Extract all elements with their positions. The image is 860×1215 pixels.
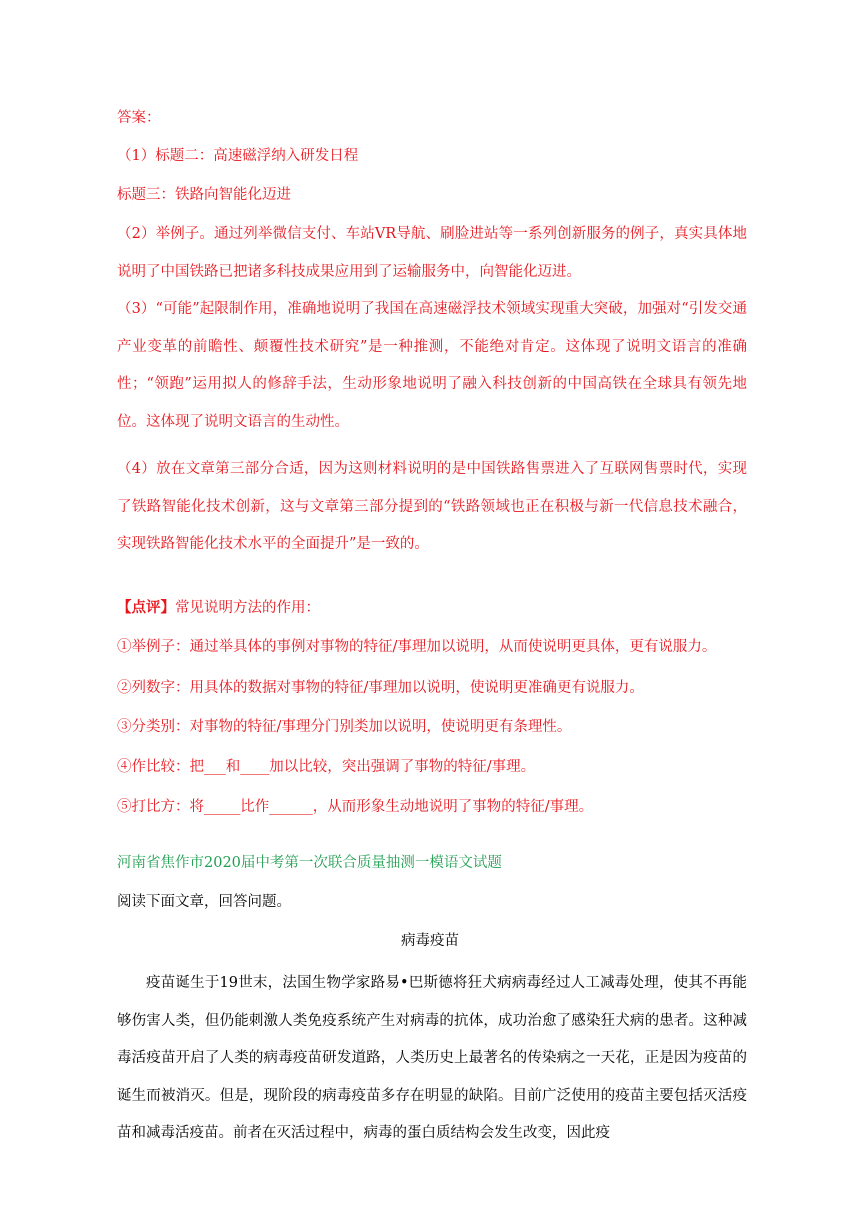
comment-intro: 常见说明方法的作用： <box>175 600 320 616</box>
comment-item-4: ④作比较：把___和____加以比较，突出强调了事物的特征/事理。 <box>117 759 536 775</box>
answer-heading: 答案： <box>117 110 161 126</box>
instruction-line: 阅读下面文章，回答问题。 <box>117 894 291 910</box>
answer-q3: （3）“可能”起限制作用，准确地说明了我国在高速磁浮技术领域实现重大突破，加强对“引发交通产业变革的前瞻性、颠覆性技术研究”是一种推测，不能绝对肯定。这体现了说明文语言的准确性；“领跑”运用拟人的修辞手法，生动形象地说明了融入科技创新的中国高铁在全球具有领先地位。这体现了说明文语言的生动性。 <box>117 301 747 430</box>
article-title: 病毒疫苗 <box>401 933 459 949</box>
answer-q1-line1: （1）标题二：高速磁浮纳入研发日程 <box>117 148 359 164</box>
comment-label: 【点评】 <box>117 599 175 616</box>
article-body: 疫苗诞生于19世末，法国生物学家路易•巴斯德将狂犬病病毒经过人工减毒处理，使其不再能够伤害人类，但仍能刺激人类免疫系统产生对病毒的抗体，成功治愈了感染狂犬病的患者。这种减毒活疫苗开启了人类的病毒疫苗研发道路，人类历史上最著名的传染病之一天花，正是因为疫苗的诞生而被消灭。但是，现阶段的病毒疫苗多存在明显的缺陷。目前广泛使用的疫苗主要包括灭活疫苗和减毒活疫苗。前者在灭活过程中，病毒的蛋白质结构会发生改变，因此疫 <box>117 975 747 1141</box>
comment-item-2: ②列数字：用具体的数据对事物的特征/事理加以说明，使说明更准确更有说服力。 <box>117 680 644 696</box>
source-line: 河南省焦作市2020届中考第一次联合质量抽测一模语文试题 <box>117 855 502 871</box>
comment-item-5: ⑤打比方：将_____比作______，从而形象生动地说明了事物的特征/事理。 <box>117 799 594 815</box>
comment-heading <box>117 598 320 618</box>
answer-q4: （4）放在文章第三部分合适，因为这则材料说明的是中国铁路售票进入了互联网售票时代，实现了铁路智能化技术创新，这与文章第三部分提到的“铁路领域也正在积极与新一代信息技术融合，实现铁路智能化技术水平的全面提升”是一致的。 <box>117 461 747 552</box>
answer-q2: （2）举例子。通过列举微信支付、车站VR导航、刷脸进站等一系列创新服务的例子，真实具体地说明了中国铁路已把诸多科技成果应用到了运输服务中，向智能化迈进。 <box>117 226 747 280</box>
answer-q1-line2: 标题三：铁路向智能化迈进 <box>117 187 291 203</box>
comment-item-1: ①举例子：通过举具体的事例对事物的特征/事理加以说明，从而使说明更具体，更有说服力。 <box>117 639 717 655</box>
comment-item-3: ③分类别：对事物的特征/事理分门别类加以说明，使说明更有条理性。 <box>117 719 572 735</box>
